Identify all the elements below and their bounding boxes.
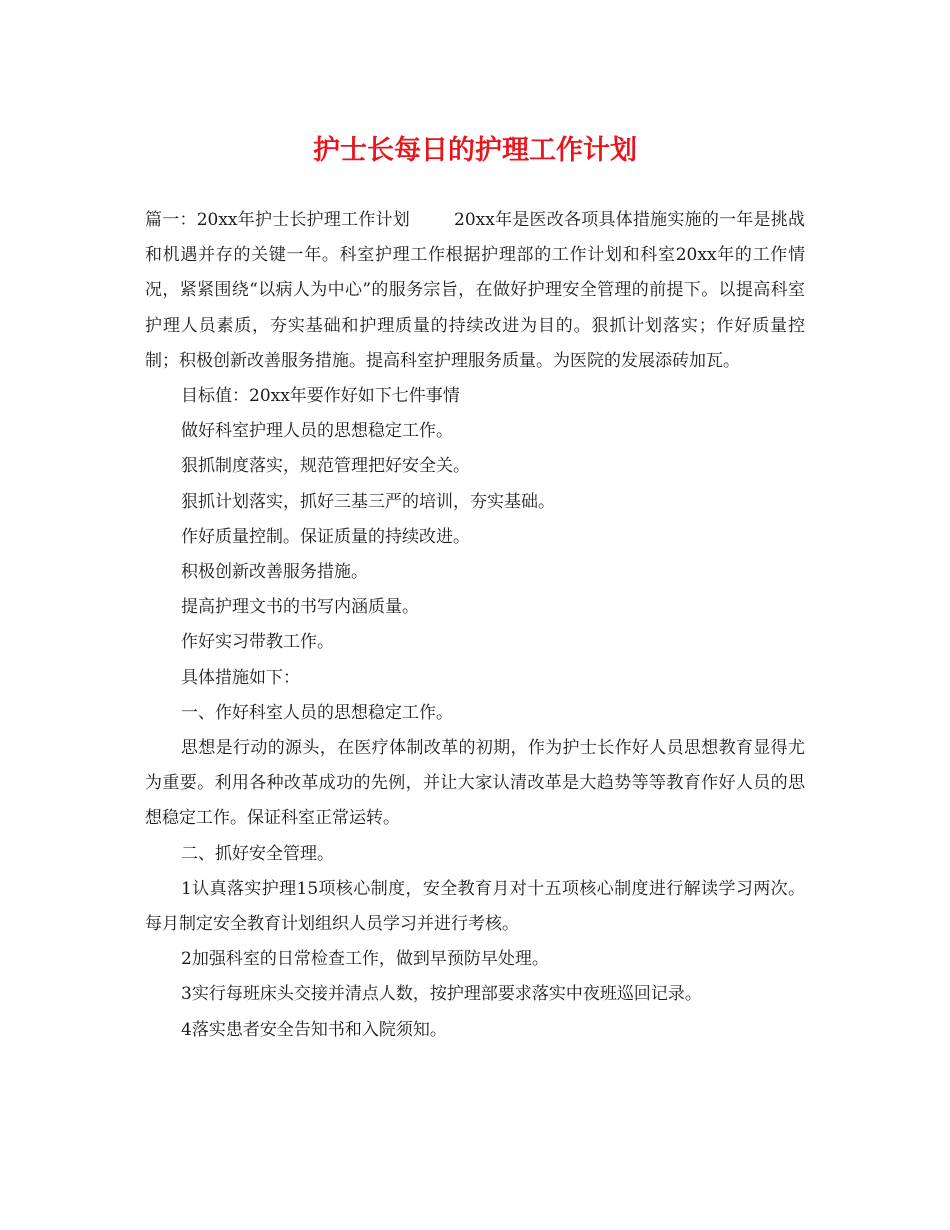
paragraph-item: 4落实患者安全告知书和入院须知。 xyxy=(181,1019,447,1040)
intro-paragraph xyxy=(145,203,805,379)
section-heading-1: 一、作好科室人员的思想稳定工作。 xyxy=(181,702,453,723)
paragraph-measures-heading: 具体措施如下： xyxy=(181,667,300,688)
intro-rest: 20xx年是医改各项具体措施实施的一年是挑战和机遇并存的关键一年。科室护理工作根据护理部的工作计划和科室20xx年的工作情况，紧紧围绕“以病人为中心”的服务宗旨，在做好护理安全管理的前提下。以提高科室护理人员素质，夯实基础和护理质量的持续改进为目的。狠抓计划落实；作好质量控制；积极创新改善服务措施。提高科室护理服务质量。为医院的发展添砖加瓦。 xyxy=(145,210,806,371)
paragraph-body: 思想是行动的源头，在医疗体制改革的初期，作为护士长作好人员思想教育显得尤为重要。利用各种改革成功的先例，并让大家认清改革是大趋势等等教育作好人员的思想稳定工作。保证科室正常运转。 xyxy=(145,738,805,829)
paragraph-body: 1认真落实护理15项核心制度，安全教育月对十五项核心制度进行解读学习两次。每月制定安全教育计划组织人员学习并进行考核。 xyxy=(145,878,805,935)
section-heading-2: 二、抓好安全管理。 xyxy=(181,843,334,864)
paragraph-item: 积极创新改善服务措施。 xyxy=(181,562,368,583)
paragraph-goal: 目标值：20xx年要作好如下七件事情 xyxy=(181,386,460,407)
paragraph-item: 提高护理文书的书写内涵质量。 xyxy=(181,597,419,618)
paragraph-item: 2加强科室的日常检查工作，做到早预防早处理。 xyxy=(181,949,549,970)
paragraph-item: 狠抓计划落实，抓好三基三严的培训，夯实基础。 xyxy=(181,491,555,512)
document-body xyxy=(145,203,805,1048)
paragraph-item: 3实行每班床头交接并清点人数，按护理部要求落实中夜班巡回记录。 xyxy=(181,984,702,1005)
paragraph-item: 作好实习带教工作。 xyxy=(181,632,334,653)
paragraph-item: 作好质量控制。保证质量的持续改进。 xyxy=(181,526,470,547)
paragraph-item: 狠抓制度落实，规范管理把好安全关。 xyxy=(181,456,470,477)
intro-lead: 篇一：20xx年护士长护理工作计划 xyxy=(145,210,411,230)
paragraph-item: 做好科室护理人员的思想稳定工作。 xyxy=(181,421,453,442)
document-title: 护士长每日的护理工作计划 xyxy=(313,135,637,166)
